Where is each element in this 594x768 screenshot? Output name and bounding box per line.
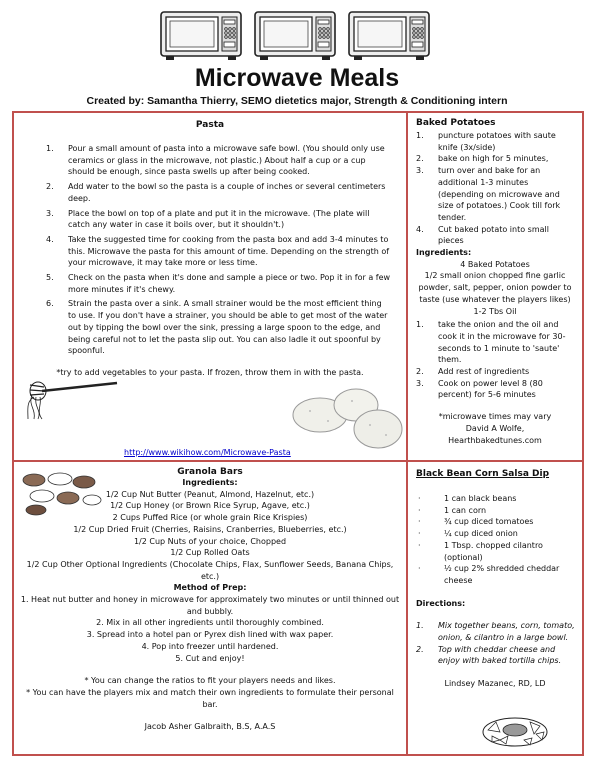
granola-note-2: * You can have the players mix and match their own ingredients to formulate their personal bar. — [26, 687, 394, 709]
potatoes-steps — [416, 130, 576, 247]
list-item: 1/2 Cup Other Optional Ingredients (Chocolate Chips, Flax, Sunflower Seeds, Banana Chips, etc.) — [26, 559, 394, 581]
page-title: Microwave Meals — [194, 64, 400, 92]
list-item: 1/2 Cup Honey (or Brown Rice Syrup, Agave, etc.) — [110, 501, 310, 511]
list-item: 2. Top with cheddar cheese and enjoy with baked tortilla chips. — [416, 644, 562, 666]
list-item: 1. Mix together beans, corn, tomato, onion, & cilantro in a large bowl. — [416, 621, 575, 643]
potatoes-title: Baked Potatoes — [416, 118, 496, 128]
list-item: 5. Cut and enjoy! — [175, 653, 245, 663]
pasta-source-link[interactable]: http://www.wikihow.com/Microwave-Pasta — [124, 448, 291, 457]
list-item: · ¾ cup diced tomatoes — [416, 516, 576, 528]
pasta-steps — [46, 143, 392, 357]
potatoes-ingredients-label: Ingredients: — [416, 248, 472, 258]
list-item: 1. puncture potatoes with saute knife (3x/side) — [416, 131, 556, 152]
list-item: 1/2 Cup Rolled Oats — [170, 548, 250, 558]
potatoes-ingredients: 4 Baked Potatoes 1/2 small onion chopped fine garlic powder, salt, pepper, onion powder to taste (use whatever the players likes) 1-2 Tbs Oil — [418, 259, 572, 316]
granola-author: Jacob Asher Galbraith, B.S, A.A.S — [144, 722, 276, 732]
list-item: 2. Mix in all other ingredients until thoroughly combined. — [96, 618, 324, 628]
credit-line: Created by: Samantha Thierry, SEMO dietetics major, Strength & Conditioning intern — [86, 95, 508, 107]
potatoes-section — [406, 111, 584, 462]
pasta-section — [12, 111, 408, 462]
granola-method-label: Method of Prep: — [173, 583, 247, 593]
list-item: 1. take the onion and the oil and cook it in the microwave for 30-seconds to 1 minute to 'saute' them. — [416, 320, 566, 365]
granola-title: Granola Bars — [177, 467, 243, 477]
microwave-icons — [158, 8, 438, 66]
granola-note-1: * You can change the ratios to fit your players needs and likes. — [84, 676, 336, 686]
list-item: 3. Cook on power level 8 (80 percent) for 5-6 minutes — [416, 378, 543, 400]
list-item: 4. Take the suggested time for cooking from the pasta box and add 3-4 minutes to this. Microwave the pasta for this amount of time. Depending on the strength of your microwave, it may take more or less time. — [46, 234, 390, 268]
granola-ingredients-label: Ingredients: — [182, 478, 238, 487]
fork-pasta-icon — [22, 361, 122, 421]
list-item: 2. Add water to the bowl so the pasta is a couple of inches or several centimeters deep. — [46, 182, 386, 203]
salsa-directions — [416, 620, 576, 667]
list-item: 1. Pour a small amount of pasta into a microwave safe bowl. (You should only use ceramics or glass in the microwave, not plastic.) About half a cup or a cup should be enough, since pasta swells up after being cooked. — [46, 144, 385, 177]
potatoes-steps-2 — [416, 319, 576, 401]
list-item: 3. turn over and bake for an additional 1-3 minutes (depending on microwave and size of potatoes.) Cook till fork tender. — [416, 166, 561, 222]
potatoes-author: David A Wolfe, — [465, 423, 525, 433]
list-item: 3. Spread into a hotel pan or Pyrex dish lined with wax paper. — [86, 630, 334, 640]
granola-section — [12, 460, 408, 756]
list-item: 6. Strain the pasta over a sink. A small strainer would be the most efficient thing to use. If you don't have a strainer, you should be able to get most of the water out by tipping the bowl over the sink, pressing a large spoon to the edge, and being careful not to let the pasta slip out. You can also ladle it out spoonful by spoonful. — [46, 299, 388, 356]
list-item: 4. Cut baked potato into small pieces — [416, 224, 549, 246]
list-item: 4. Pop into freezer until hardened. — [141, 641, 279, 651]
salsa-ingredients — [416, 493, 576, 587]
potatoes-image — [290, 381, 408, 453]
chips-dip-image — [480, 710, 550, 750]
list-item: 1. Heat nut butter and honey in microwave for approximately two minutes or until thinned out and bubbly. — [20, 595, 400, 616]
pasta-title: Pasta — [195, 120, 225, 130]
list-item: 2. Add rest of ingredients — [416, 367, 530, 377]
potatoes-site: Hearthbakedtunes.com — [448, 435, 542, 445]
list-item: 1/2 Cup Dried Fruit (Cherries, Raisins, Cranberries, Blueberries, etc.) — [73, 524, 347, 534]
list-item: 1/2 Cup Nut Butter (Peanut, Almond, Hazelnut, etc.) — [105, 489, 315, 499]
beans-image — [20, 470, 104, 516]
list-item: 5. Check on the pasta when it's done and sample a piece or two. Pop it in for a few more minutes if it's chewy. — [46, 273, 391, 294]
list-item: 2. bake on high for 5 minutes, — [416, 154, 549, 164]
list-item: · 1 can black beans — [416, 493, 576, 505]
salsa-section — [406, 460, 584, 756]
list-item: · 1 can corn — [416, 505, 576, 517]
list-item: 3. Place the bowl on top of a plate and put it in the microwave. (The plate will catch any water in case it boils over, but it shouldn't.) — [46, 208, 370, 230]
pasta-tip: *try to add vegetables to your pasta. If frozen, throw them in with the pasta. — [56, 367, 364, 377]
salsa-title: Black Bean Corn Salsa Dip — [416, 469, 550, 479]
potatoes-note: *microwave times may vary — [438, 412, 552, 422]
list-item: · ½ cup 2% shredded cheddar cheese — [416, 563, 576, 586]
list-item: 1/2 Cup Nuts of your choice, Chopped — [133, 536, 287, 546]
salsa-author: Lindsey Mazanec, RD, LD — [444, 679, 546, 689]
list-item: · ¼ cup diced onion — [416, 528, 576, 540]
salsa-directions-label: Directions: — [416, 598, 466, 608]
list-item: 2 Cups Puffed Rice (or whole grain Rice Krispies) — [112, 513, 308, 523]
granola-method — [20, 594, 400, 664]
list-item: · 1 Tbsp. chopped cilantro (optional) — [416, 540, 576, 563]
